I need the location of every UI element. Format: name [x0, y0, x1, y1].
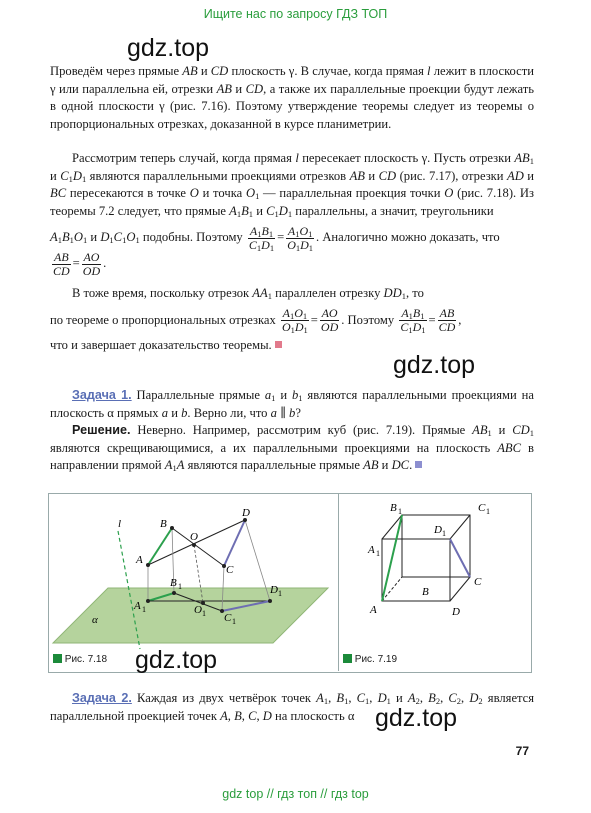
- cube-back-face: [382, 539, 450, 601]
- svg-text:A: A: [136, 554, 143, 566]
- svg-text:l: l: [118, 518, 122, 530]
- svg-text:B: B: [170, 577, 177, 589]
- svg-text:1: 1: [142, 605, 146, 614]
- svg-text:A: A: [134, 600, 141, 612]
- svg-text:B: B: [422, 586, 429, 598]
- paragraph-3: В тоже время, поскольку отрезок $AA_1$ параллелен отрезку $DD_1$, то по теореме о пропорциональных отрезках $\frac{A_1O_1}{O_1D_1}$ = $\frac{AO}{OD}$ . Поэтому $\frac{A_1B_1}{C_1D_1}$ = $\frac{AB}{CD}$ , что и завершает доказательство теоремы.: [50, 286, 462, 352]
- svg-text:C: C: [226, 564, 234, 576]
- end-of-proof-mark: [275, 341, 282, 348]
- svg-text:A: A: [368, 544, 375, 556]
- fraction: $\frac{AO}{OD}$: [320, 306, 339, 335]
- svg-text:O: O: [190, 531, 198, 543]
- task-2-title[interactable]: Задача 2.: [72, 691, 132, 705]
- footer-links[interactable]: gdz top // гдз топ // гдз top: [222, 787, 369, 801]
- paragraph-2: Рассмотрим теперь случай, когда прямая l пересекает плоскость γ. Пусть отрезки $AB_1$ и $C_1D_1$ являются параллельными проекциями отрезков AB и CD (рис. 7.17), отрезки AD и BC пересекаются в точке O и точка $O_1$ — параллельная проекция точки O (рис. 7.18). Из теоремы 7.2 следует, что прямые $A_1B_1$ и $C_1D_1$ параллельны, а значит, треугольники $A_1B_1O_1$ и $D_1C_1O_1$ подобны. Поэтому $\frac{A_1B_1}{C_1D_1}$ = $\frac{A_1O_1}{O_1D_1}$ . Аналогично можно доказать, что $\frac{AB}{CD}$ = $\frac{AO}{OD}$ .: [50, 151, 534, 278]
- figure-7-18-caption: Рис. 7.18: [53, 654, 107, 665]
- paragraph-1: Проведём через прямые AB и CD плоскость γ. В случае, когда прямая l лежит в плоскости γ или параллельна ей, отрезки AB и CD, а также их параллельные проекции будут лежать в одной плоскости γ (рис. 7.16). Поэтому утверждение теоремы следует из теоремы о пропорциональных отрезках, доказанной в курсе планиметрии.: [50, 64, 534, 131]
- svg-text:1: 1: [442, 529, 446, 538]
- svg-text:D: D: [452, 606, 460, 618]
- fraction: $\frac{A_1B_1}{C_1D_1}$: [248, 223, 275, 253]
- task-1-title[interactable]: Задача 1.: [72, 388, 132, 402]
- svg-text:1: 1: [178, 582, 182, 591]
- watermark: gdz.top: [375, 704, 458, 732]
- page-number: 77: [515, 744, 529, 758]
- fraction: $\frac{A_1O_1}{O_1D_1}$: [287, 223, 314, 253]
- figure-7-19: [338, 493, 530, 671]
- svg-text:O: O: [194, 604, 202, 616]
- svg-text:α: α: [92, 614, 98, 626]
- segment-CD1: [450, 539, 470, 577]
- svg-text:B: B: [390, 502, 397, 514]
- svg-text:D: D: [434, 524, 442, 536]
- fraction: $\frac{AO}{OD}$: [82, 249, 101, 278]
- end-of-solution-mark: [415, 461, 422, 468]
- figure-7-18: [48, 493, 338, 671]
- svg-text:1: 1: [376, 549, 380, 558]
- svg-text:D: D: [242, 507, 250, 519]
- svg-text:C: C: [478, 502, 486, 514]
- svg-text:B: B: [160, 518, 167, 530]
- segment-CD: [224, 520, 245, 566]
- fraction: $\frac{AB}{CD}$: [53, 249, 70, 278]
- top-banner[interactable]: Ищите нас по запросу ГДЗ ТОП: [203, 7, 388, 21]
- svg-text:D: D: [270, 584, 278, 596]
- fraction: $\frac{A_1B_1}{C_1D_1}$: [400, 306, 426, 336]
- svg-text:1: 1: [202, 609, 206, 618]
- svg-text:A: A: [370, 604, 377, 616]
- task-1: Задача 1. Параллельные прямые $a_1$ и $b_1$ являются параллельными проекциями на плоскость α прямых a и b. Верно ли, что a ∥ b? Решение. Неверно. Например, рассмотрим куб (рис. 7.19). Прямые $AB_1$ и $CD_1$ являются скрещивающимися, а их параллельными проекциями на плоскость ABC в направлении прямой $A_1A$ являются параллельные прямые AB и DC.: [50, 388, 534, 474]
- svg-text:1: 1: [278, 589, 282, 598]
- task-2: Задача 2. Каждая из двух четвёрок точек $A_1$, $B_1$, $C_1$, $D_1$ и $A_2$, $B_2$, $C_2$, $D_2$ является параллельной проекцией точек A, B, C, D на плоскость α: [50, 691, 535, 723]
- svg-text:1: 1: [232, 617, 236, 626]
- watermark: gdz.top: [135, 646, 218, 674]
- segment-AB1: [382, 515, 402, 601]
- watermark: gdz.top: [393, 351, 476, 379]
- svg-text:C: C: [474, 576, 482, 588]
- watermark: gdz.top: [127, 34, 210, 62]
- fraction: $\frac{A_1O_1}{O_1D_1}$: [281, 306, 308, 336]
- svg-text:1: 1: [398, 507, 402, 516]
- fraction: $\frac{AB}{CD}$: [438, 306, 456, 335]
- svg-text:C: C: [224, 612, 232, 624]
- figure-7-19-caption: Рис. 7.19: [343, 654, 397, 665]
- svg-text:1: 1: [486, 507, 490, 516]
